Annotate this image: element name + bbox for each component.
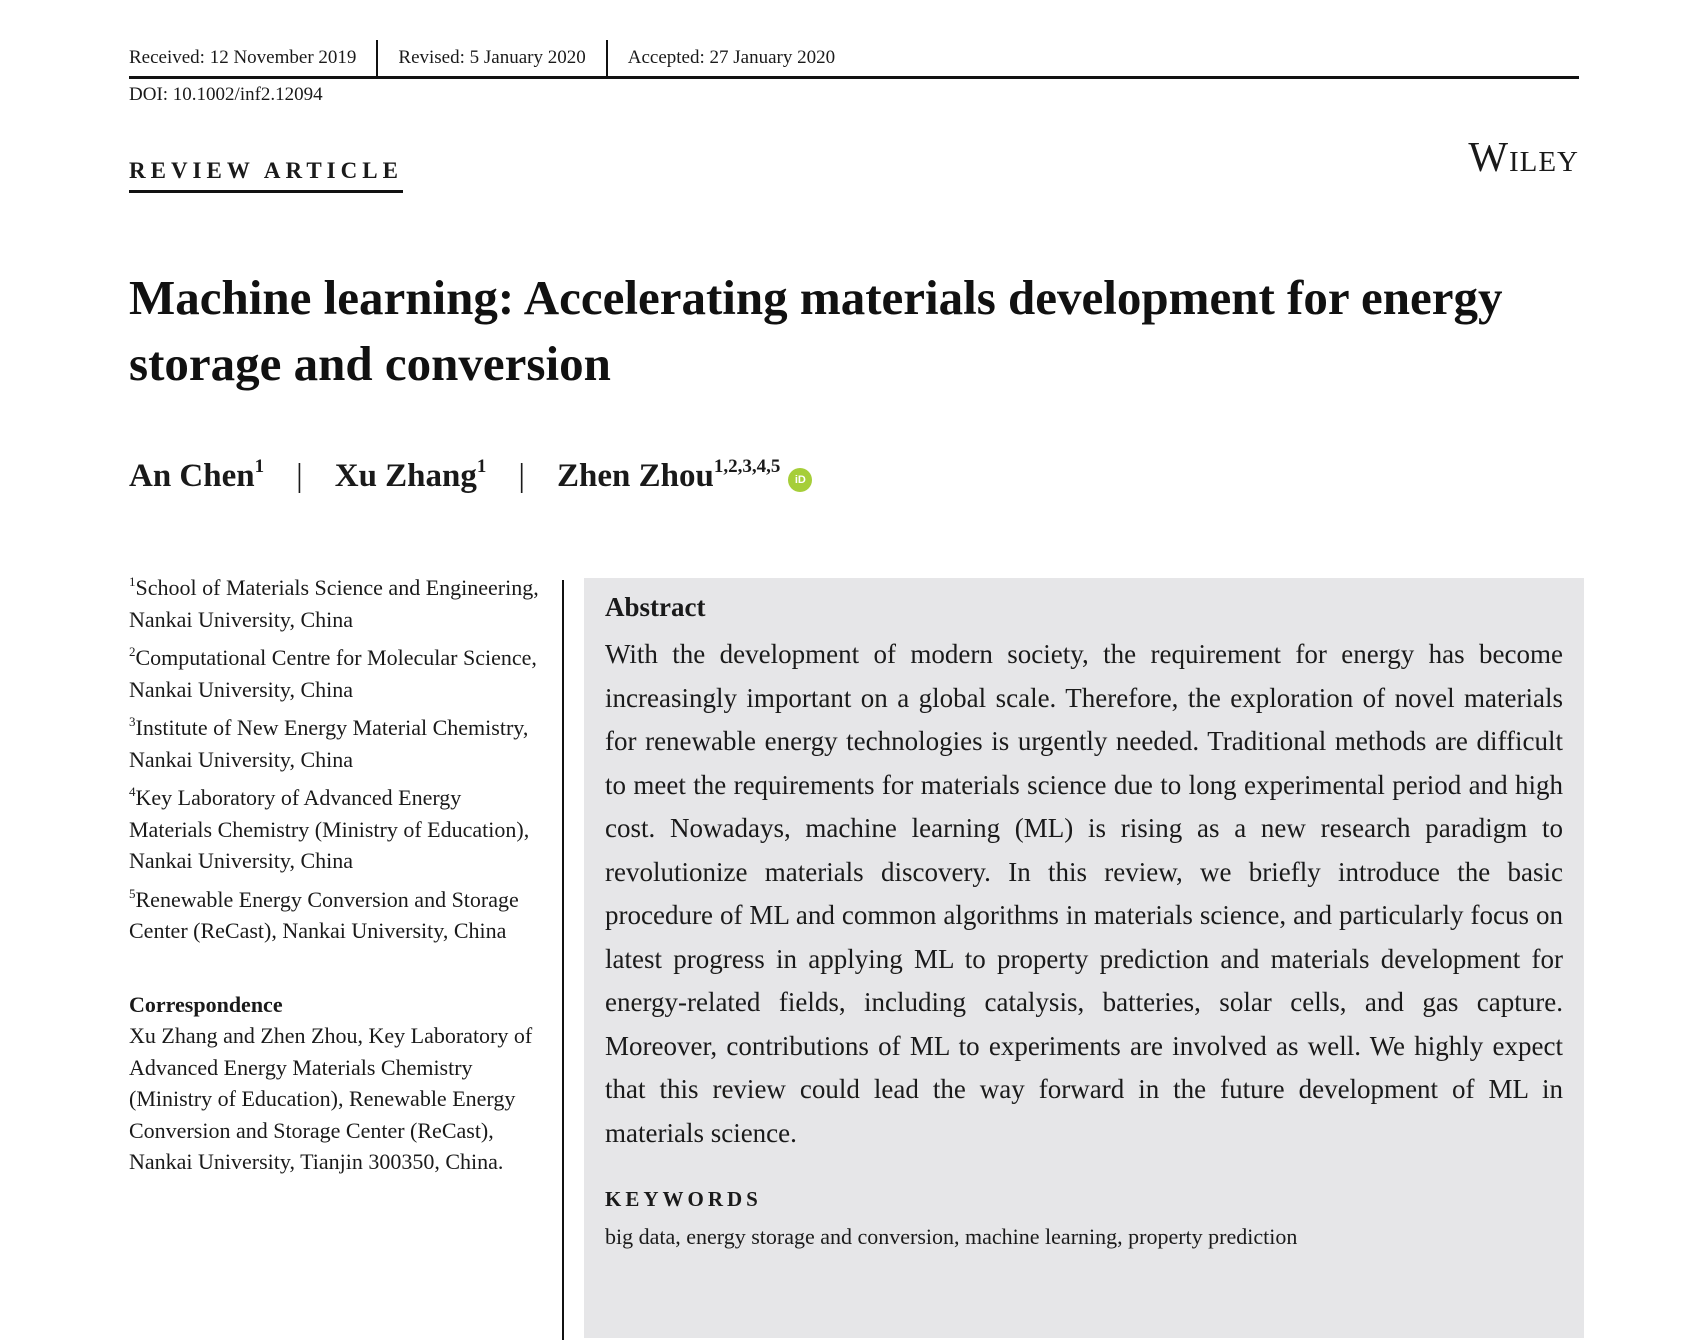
article-title: Machine learning: Accelerating materials development for energy storage and conversion <box>129 270 1503 391</box>
affiliation: $^4$Key Laboratory of Advanced Energy Materials Chemistry (Ministry of Education), Nankai University, China <box>129 784 530 873</box>
author-list <box>129 458 812 495</box>
affiliation: $^2$Computational Centre for Molecular Science, Nankai University, China <box>129 644 537 702</box>
author-name[interactable]: Xu Zhang$^1$ <box>334 456 487 494</box>
correspondence-heading: Correspondence <box>129 991 283 1017</box>
author-affiliation-ref: 1 <box>254 456 265 477</box>
date-divider <box>376 40 378 76</box>
column-divider <box>562 580 564 1340</box>
affiliations-column <box>129 572 549 1178</box>
publisher-logo: Wiley <box>1468 135 1579 181</box>
article-type: REVIEW ARTICLE <box>129 158 403 193</box>
author-affiliation-ref: 1 <box>476 456 487 477</box>
abstract-heading: Abstract <box>605 592 706 622</box>
abstract-text: With the development of modern society, the requirement for energy has become increasingly important on a global scale. Therefore, the exploration of novel materials for renewable energy technologies is urgently needed. Traditional methods are difficult to meet the requirements for materials science due to long experimental period and high cost. Nowadays, machine learning (ML) is rising as a new research paradigm to revolutionize materials discovery. In this review, we briefly introduce the basic procedure of ML and common algorithms in materials science, and particularly focus on latest progress in applying ML to property prediction and materials development for energy-related fields, including catalysis, batteries, solar cells, and gas capture. Moreover, contributions of ML to experiments are involved as well. We highly expect that this review could lead the way forward in the future development of ML in materials science. <box>605 639 1563 1148</box>
abstract-panel <box>584 578 1584 1338</box>
article-dates <box>129 40 1579 79</box>
date-divider <box>606 40 608 76</box>
keywords-text: big data, energy storage and conversion, machine learning, property prediction <box>605 1224 1298 1249</box>
affiliation: $^5$Renewable Energy Conversion and Storage Center (ReCast), Nankai University, China <box>129 885 519 943</box>
correspondence-text: Xu Zhang and Zhen Zhou, Key Laboratory of Advanced Energy Materials Chemistry (Ministry of Education), Renewable Energy Conversion and Storage Center (ReCast), Nankai University, Tianjin 300350, China. <box>129 1023 533 1174</box>
author-name[interactable]: Zhen Zhou$^{1,2,3,4,5}$ <box>557 456 781 494</box>
author-separator: | <box>296 458 303 494</box>
author-separator: | <box>518 458 525 494</box>
received-date: Received: 12 November 2019 <box>129 47 357 68</box>
affiliation: $^1$School of Materials Science and Engineering, Nankai University, China <box>129 574 539 632</box>
keywords-heading: KEYWORDS <box>605 1187 762 1211</box>
affiliation: $^3$Institute of New Energy Material Chemistry, Nankai University, China <box>129 714 529 772</box>
accepted-date: Accepted: 27 January 2020 <box>627 47 836 68</box>
doi[interactable]: DOI: 10.1002/inf2.12094 <box>129 84 323 105</box>
orcid-icon[interactable]: iD <box>788 468 812 492</box>
author-affiliation-ref: 1,2,3,4,5 <box>713 456 781 477</box>
author-name[interactable]: An Chen$^1$ <box>129 456 265 494</box>
revised-date: Revised: 5 January 2020 <box>398 47 586 68</box>
